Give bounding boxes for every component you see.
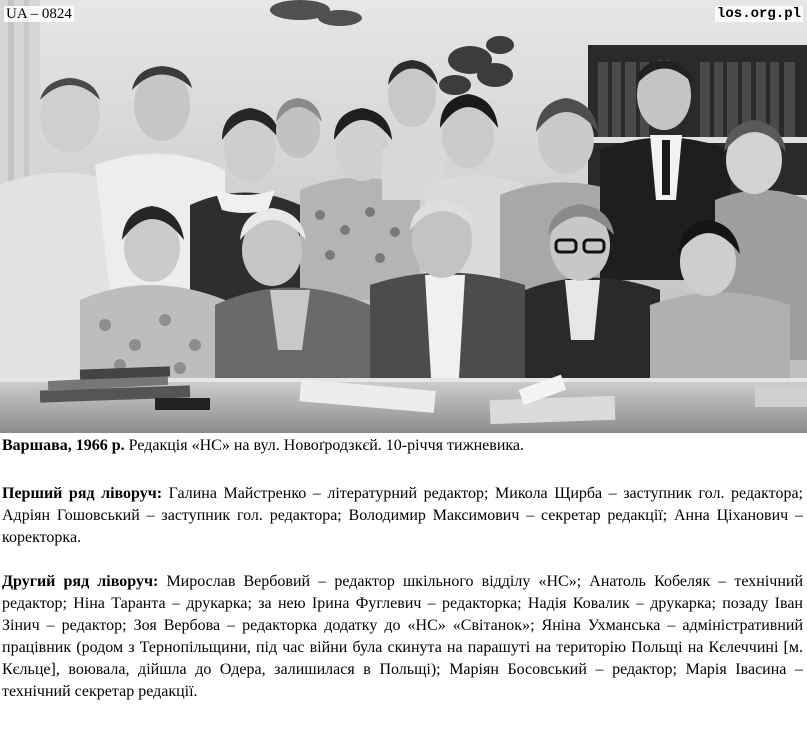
first-row-names: Галина Майстренко – літературний редактор; Микола Щирба – заступник гол. редактора; Адріян Гошовський – заступник гол. редактора; Володимир Максимович – секретар редакції; Анна Ціханович – коректорка. <box>2 485 804 546</box>
first-row-heading: Перший ряд ліворуч: <box>2 485 163 502</box>
caption-second-row <box>2 571 803 703</box>
second-row-names: Мирослав Вербовий – редактор шкільного відділу «НС»; Анатоль Кобеляк – технічний редактор; Ніна Таранта – друкарка; за нею Ірина Фуглевич – редакторка; Надія Ковалик – друкарка; позаду Іван Зінич – редактор; Зоя Вербова – редакторка додатку до «НС» «Світанок»; Яніна Ухманська – адміністративний працівник (родом з Тернопільщини, під час війни була скинута на парашуті на територію Польщі на Кєлеччині [м. Кєльце], воювала, дійшла до Одера, залишилася в Польщі); Маріян Босовський – редактор; Марія Івасина – технічний секретар редакції. <box>2 573 804 700</box>
second-row-heading: Другий ряд ліворуч: <box>2 573 159 590</box>
caption-place-date: Варшава, 1966 р. <box>2 437 125 454</box>
photo-id-label: UA – 0824 <box>6 6 72 22</box>
caption-title <box>2 435 803 457</box>
source-site-label: los.org.pl <box>716 6 801 22</box>
caption-first-row <box>2 483 803 549</box>
caption-title-text: Редакція «НС» на вул. Новоґродзкєй. 10-річчя тижневика. <box>124 437 525 454</box>
